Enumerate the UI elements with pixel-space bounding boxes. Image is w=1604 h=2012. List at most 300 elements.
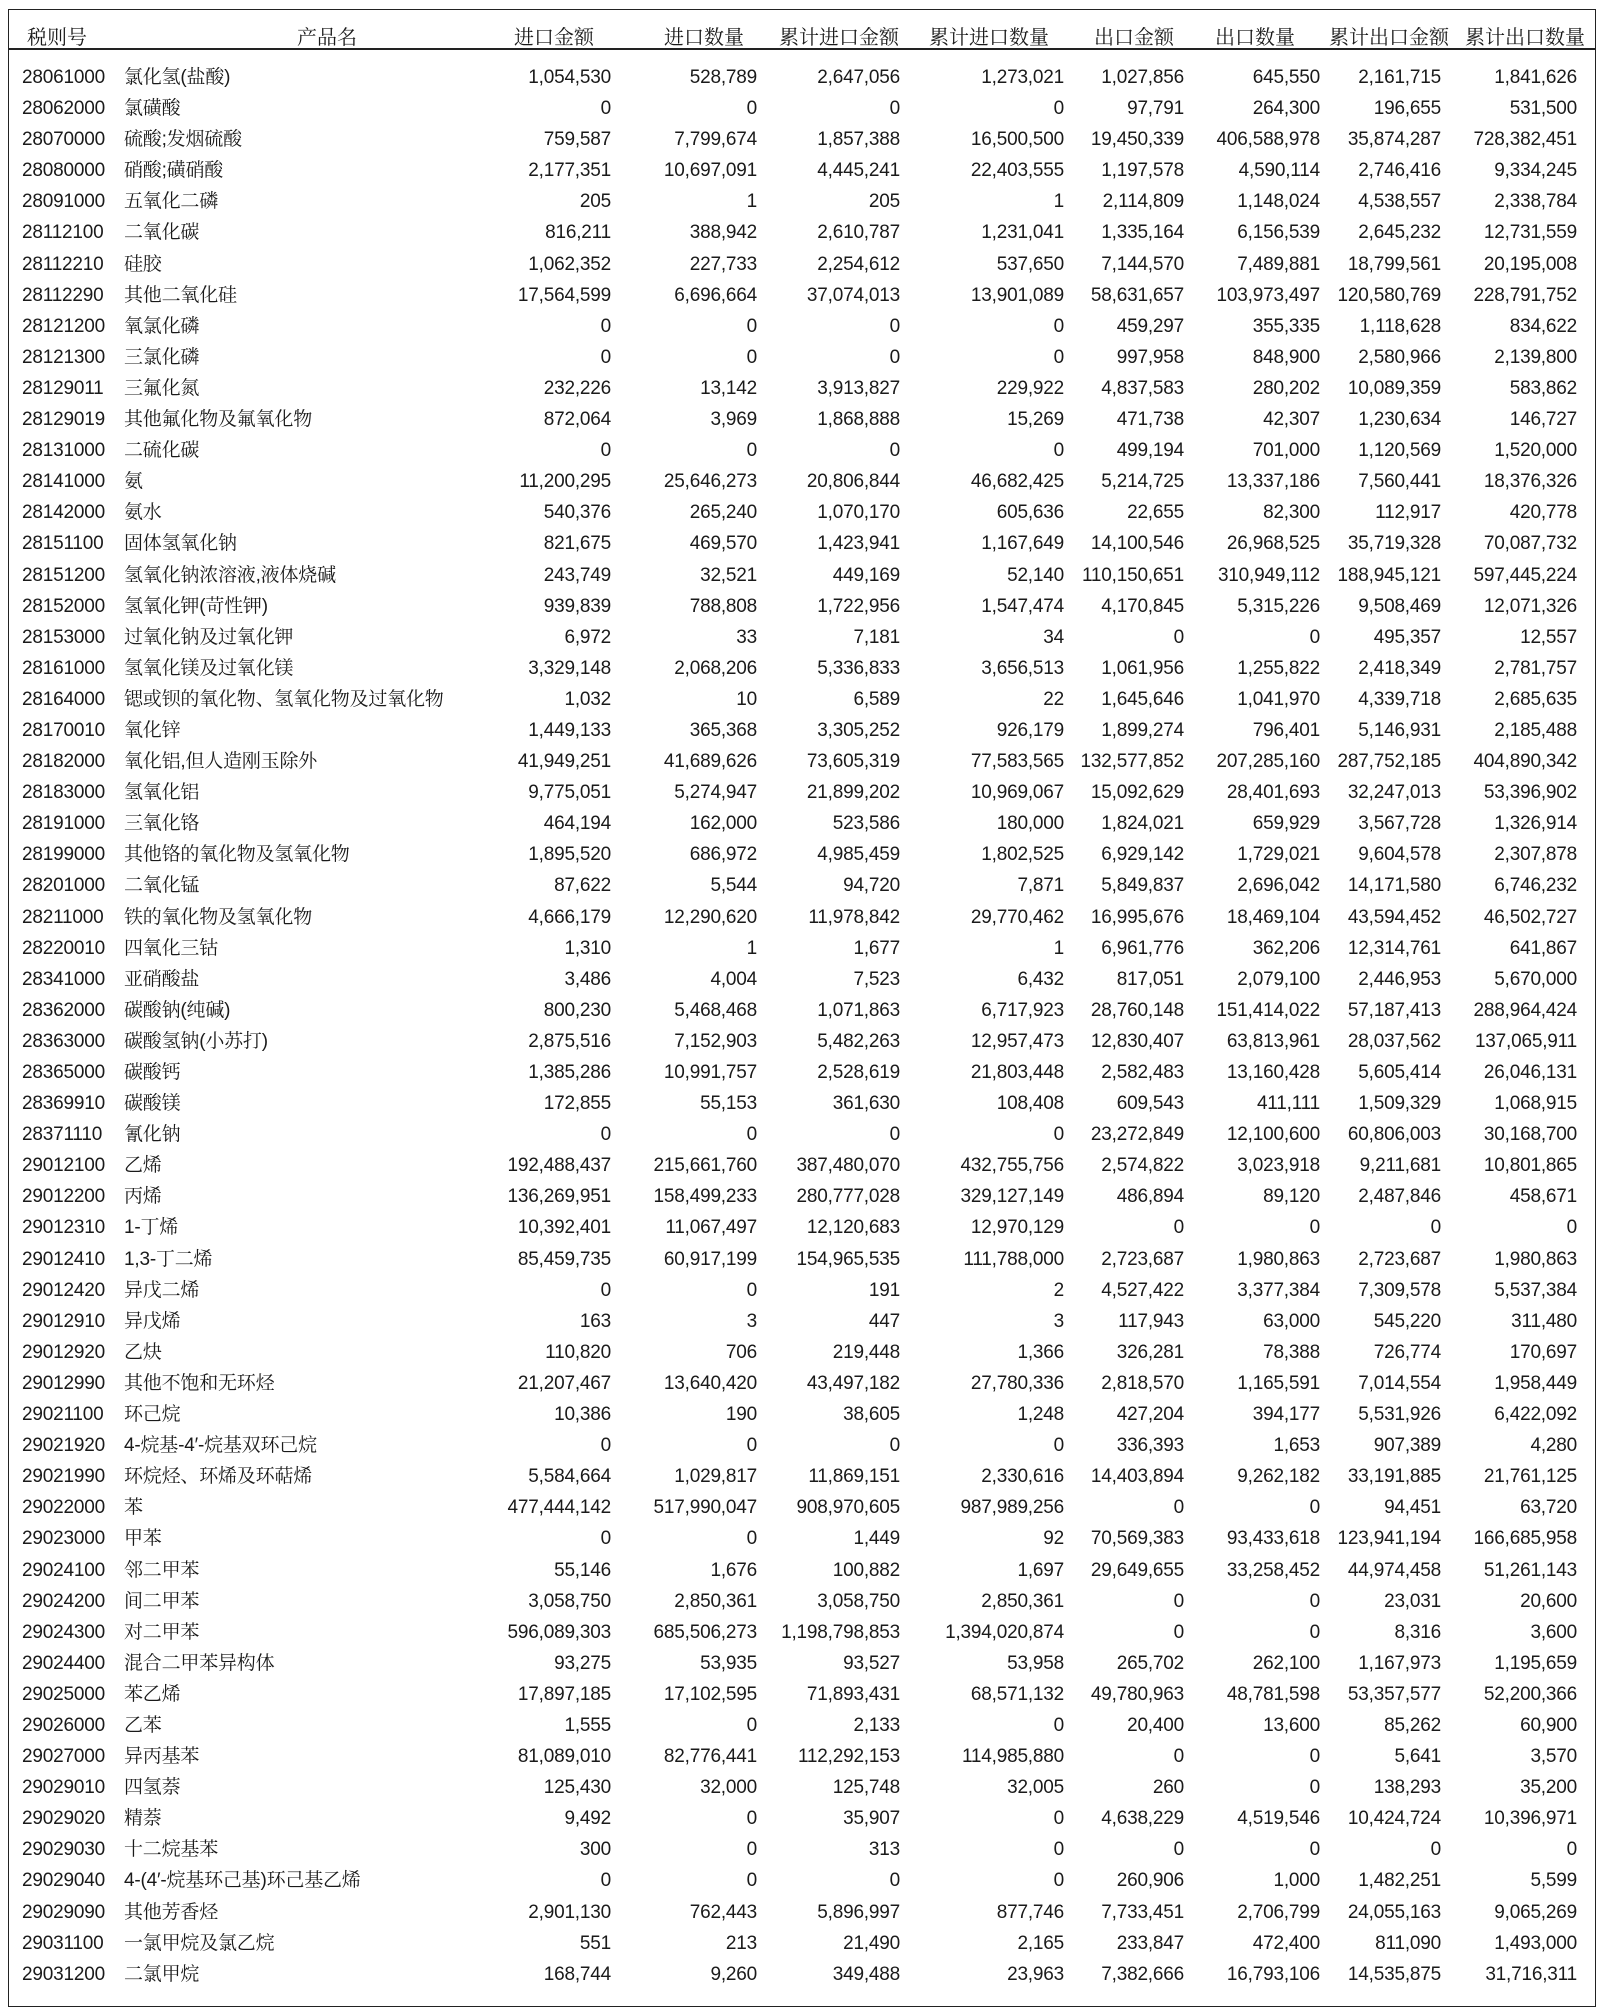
- product-name: 其他铬的氧化物及氢氧化物: [124, 844, 350, 866]
- export-qty-cell: 16,793,106: [1226, 1963, 1320, 1985]
- cum-export-value-cell: 120,580,769: [1337, 284, 1441, 306]
- tariff-code: 28371110: [22, 1124, 103, 1146]
- cum-export-value-cell: 287,752,185: [1337, 751, 1441, 773]
- cum-export-qty-cell: 60,900: [1520, 1714, 1577, 1736]
- cum-export-value-cell: 7,560,441: [1358, 471, 1441, 493]
- cum-import-qty-cell: 52,140: [1007, 564, 1064, 586]
- cum-import-qty-cell: 2,165: [1017, 1932, 1064, 1954]
- tariff-code: 29029030: [22, 1839, 105, 1861]
- import-value-cell: 0: [600, 346, 611, 368]
- export-value-cell: 817,051: [1116, 968, 1184, 990]
- table-row: [9, 405, 1595, 436]
- cum-import-qty-cell: 0: [1053, 315, 1064, 337]
- cum-import-value-cell: 93,527: [843, 1652, 900, 1674]
- import-qty-cell: 227,733: [689, 253, 757, 275]
- cum-import-qty-cell: 13,901,089: [970, 284, 1064, 306]
- import-value-cell: 172,855: [543, 1093, 611, 1115]
- export-qty-cell: 394,177: [1252, 1404, 1320, 1426]
- cum-export-value-cell: 44,974,458: [1347, 1559, 1441, 1581]
- cum-import-qty-cell: 0: [1053, 1808, 1064, 1830]
- product-name: 4-(4′-烷基环己基)环己基乙烯: [124, 1870, 361, 1892]
- export-qty-cell: 1,653: [1273, 1435, 1320, 1457]
- cum-import-value-cell: 361,630: [832, 1093, 900, 1115]
- import-qty-cell: 0: [746, 1870, 757, 1892]
- export-value-cell: 997,958: [1116, 346, 1184, 368]
- cum-import-qty-cell: 77,583,565: [970, 751, 1064, 773]
- export-value-cell: 2,114,809: [1102, 191, 1184, 213]
- product-name: 氧化锌: [124, 719, 181, 741]
- cum-import-value-cell: 0: [889, 98, 900, 120]
- cum-export-value-cell: 138,293: [1373, 1777, 1441, 1799]
- tariff-code: 29029020: [22, 1808, 105, 1830]
- import-value-cell: 87,622: [554, 875, 611, 897]
- import-qty-cell: 13,640,420: [663, 1372, 757, 1394]
- import-qty-cell: 17,102,595: [663, 1683, 757, 1705]
- cum-export-value-cell: 0: [1430, 1839, 1441, 1861]
- cum-export-value-cell: 1,482,251: [1358, 1870, 1441, 1892]
- export-qty-cell: 262,100: [1252, 1652, 1320, 1674]
- cum-import-qty-cell: 180,000: [996, 813, 1064, 835]
- product-name: 碳酸钠(纯碱): [124, 999, 231, 1021]
- import-value-cell: 551: [579, 1932, 611, 1954]
- cum-export-value-cell: 8,316: [1394, 1621, 1441, 1643]
- cum-export-qty-cell: 10,801,865: [1483, 1155, 1577, 1177]
- cum-import-qty-cell: 6,432: [1017, 968, 1064, 990]
- export-qty-cell: 406,588,978: [1216, 129, 1320, 151]
- import-value-cell: 11,200,295: [519, 471, 611, 493]
- export-value-cell: 2,723,687: [1101, 1248, 1184, 1270]
- product-name: 异戊二烯: [124, 1279, 200, 1301]
- cum-import-qty-cell: 0: [1053, 1839, 1064, 1861]
- cum-export-qty-cell: 404,890,342: [1473, 751, 1577, 773]
- cum-export-value-cell: 24,055,163: [1347, 1901, 1441, 1923]
- table-row: [9, 1773, 1595, 1804]
- cum-export-value-cell: 112,917: [1375, 502, 1441, 524]
- column-header: 产品名: [297, 27, 357, 49]
- import-value-cell: 41,949,251: [517, 751, 611, 773]
- tariff-code: 28191000: [22, 813, 105, 835]
- product-name: 氰化钠: [124, 1124, 181, 1146]
- export-qty-cell: 89,120: [1263, 1186, 1320, 1208]
- product-name: 三氧化铬: [124, 813, 200, 835]
- cum-import-qty-cell: 0: [1053, 1124, 1064, 1146]
- export-qty-cell: 13,600: [1263, 1714, 1320, 1736]
- export-value-cell: 1,899,274: [1101, 719, 1184, 741]
- import-qty-cell: 0: [746, 315, 757, 337]
- import-value-cell: 163: [579, 1310, 611, 1332]
- export-qty-cell: 0: [1309, 1621, 1320, 1643]
- tariff-code: 28131000: [22, 440, 105, 462]
- cum-import-qty-cell: 111,788,000: [963, 1248, 1064, 1270]
- table-row: [9, 250, 1595, 281]
- column-header: 累计进口金额: [779, 27, 899, 49]
- cum-import-value-cell: 0: [889, 1435, 900, 1457]
- cum-export-qty-cell: 834,622: [1509, 315, 1577, 337]
- cum-import-value-cell: 447: [868, 1310, 900, 1332]
- table-row: [9, 1245, 1595, 1276]
- cum-import-value-cell: 2,647,056: [817, 67, 900, 88]
- tariff-code: 29012420: [22, 1279, 105, 1301]
- import-qty-cell: 60,917,199: [663, 1248, 757, 1270]
- import-qty-cell: 685,506,273: [653, 1621, 757, 1643]
- product-name: 碳酸钙: [124, 1062, 181, 1083]
- cum-export-value-cell: 5,531,926: [1358, 1404, 1441, 1426]
- import-value-cell: 3,486: [564, 968, 611, 990]
- export-qty-cell: 78,388: [1263, 1341, 1320, 1363]
- import-value-cell: 17,897,185: [517, 1683, 611, 1705]
- export-qty-cell: 28,401,693: [1226, 782, 1320, 804]
- import-qty-cell: 1,676: [710, 1559, 757, 1581]
- cum-import-qty-cell: 1,167,649: [981, 533, 1064, 555]
- cum-export-value-cell: 85,262: [1384, 1714, 1441, 1736]
- cum-import-value-cell: 38,605: [843, 1404, 900, 1426]
- cum-import-qty-cell: 10,969,067: [970, 782, 1064, 804]
- cum-import-value-cell: 1,449: [853, 1528, 900, 1550]
- table-row: [9, 1711, 1595, 1742]
- tariff-code: 29027000: [22, 1746, 105, 1768]
- import-qty-cell: 0: [746, 1279, 757, 1301]
- export-qty-cell: 0: [1309, 1746, 1320, 1768]
- product-name: 乙苯: [124, 1714, 162, 1736]
- product-name: 硝酸;磺硝酸: [124, 160, 224, 182]
- import-qty-cell: 13,142: [700, 377, 757, 399]
- product-name: 四氢萘: [124, 1777, 181, 1799]
- table-row: [9, 1929, 1595, 1960]
- import-value-cell: 0: [600, 1435, 611, 1457]
- export-value-cell: 16,995,676: [1090, 906, 1184, 928]
- import-value-cell: 300: [579, 1839, 611, 1861]
- product-name: 1,3-丁二烯: [124, 1248, 213, 1270]
- cum-import-value-cell: 2,528,619: [817, 1062, 900, 1083]
- export-value-cell: 7,733,451: [1101, 1901, 1184, 1923]
- export-value-cell: 336,393: [1116, 1435, 1184, 1457]
- table-row: [9, 343, 1595, 374]
- export-value-cell: 14,100,546: [1090, 533, 1184, 555]
- cum-export-qty-cell: 1,326,914: [1494, 813, 1577, 835]
- cum-export-qty-cell: 170,697: [1509, 1341, 1577, 1363]
- export-value-cell: 0: [1173, 1497, 1184, 1519]
- cum-import-qty-cell: 3: [1053, 1310, 1064, 1332]
- cum-import-value-cell: 125,748: [832, 1777, 900, 1799]
- import-value-cell: 2,875,516: [528, 1030, 611, 1052]
- tariff-code: 29024400: [22, 1652, 105, 1674]
- product-name: 硫酸;发烟硫酸: [124, 129, 242, 151]
- cum-export-value-cell: 4,538,557: [1358, 191, 1441, 213]
- cum-export-qty-cell: 2,185,488: [1494, 719, 1577, 741]
- export-qty-cell: 1,165,591: [1237, 1372, 1320, 1394]
- import-value-cell: 540,376: [543, 502, 611, 524]
- export-value-cell: 97,791: [1127, 98, 1184, 120]
- cum-export-qty-cell: 1,520,000: [1494, 440, 1577, 462]
- product-name: 四氧化三钴: [124, 937, 219, 959]
- cum-import-qty-cell: 6,717,923: [981, 999, 1064, 1021]
- cum-export-value-cell: 1,509,329: [1358, 1093, 1441, 1115]
- cum-export-qty-cell: 531,500: [1509, 98, 1577, 120]
- import-qty-cell: 788,808: [689, 595, 757, 617]
- table-row: [9, 156, 1595, 187]
- export-value-cell: 15,092,629: [1090, 782, 1184, 804]
- import-value-cell: 0: [600, 315, 611, 337]
- import-qty-cell: 33: [736, 626, 757, 648]
- column-header: 出口金额: [1094, 27, 1174, 49]
- table-row: [9, 1276, 1595, 1307]
- tariff-code: 28365000: [22, 1062, 105, 1083]
- cum-import-value-cell: 73,605,319: [806, 751, 900, 773]
- export-qty-cell: 701,000: [1252, 440, 1320, 462]
- export-value-cell: 58,631,657: [1090, 284, 1184, 306]
- cum-export-qty-cell: 311,480: [1511, 1310, 1577, 1332]
- tariff-code: 29012990: [22, 1372, 105, 1394]
- cum-export-qty-cell: 458,671: [1509, 1186, 1577, 1208]
- cum-import-qty-cell: 329,127,149: [960, 1186, 1064, 1208]
- tariff-code: 29026000: [22, 1714, 105, 1736]
- table-row: [9, 1369, 1595, 1400]
- export-qty-cell: 63,813,961: [1226, 1030, 1320, 1052]
- product-name: 碳酸镁: [124, 1093, 181, 1115]
- import-qty-cell: 53,935: [700, 1652, 757, 1674]
- product-name: 三氯化磷: [124, 346, 200, 368]
- import-value-cell: 0: [600, 1124, 611, 1146]
- cum-export-qty-cell: 1,980,863: [1494, 1248, 1577, 1270]
- cum-export-value-cell: 32,247,013: [1347, 782, 1441, 804]
- product-name: 氯化氢(盐酸): [124, 67, 231, 88]
- import-qty-cell: 706: [725, 1341, 757, 1363]
- tariff-code: 28080000: [22, 160, 105, 182]
- table-header: [9, 10, 1595, 50]
- cum-import-value-cell: 349,488: [832, 1963, 900, 1985]
- export-value-cell: 23,272,849: [1090, 1124, 1184, 1146]
- import-qty-cell: 4,004: [710, 968, 757, 990]
- export-value-cell: 70,569,383: [1090, 1528, 1184, 1550]
- export-qty-cell: 280,202: [1252, 377, 1320, 399]
- import-qty-cell: 55,153: [700, 1093, 757, 1115]
- import-qty-cell: 11,067,497: [665, 1217, 757, 1239]
- cum-export-qty-cell: 5,670,000: [1494, 968, 1577, 990]
- table-row: [9, 467, 1595, 498]
- cum-export-qty-cell: 9,065,269: [1494, 1901, 1577, 1923]
- cum-export-value-cell: 495,357: [1373, 626, 1441, 648]
- export-value-cell: 20,400: [1127, 1714, 1184, 1736]
- import-value-cell: 1,385,286: [528, 1062, 611, 1083]
- import-value-cell: 872,064: [543, 409, 611, 431]
- export-qty-cell: 0: [1309, 1590, 1320, 1612]
- export-qty-cell: 2,706,799: [1237, 1901, 1320, 1923]
- table-row: [9, 1089, 1595, 1120]
- import-value-cell: 477,444,142: [507, 1497, 611, 1519]
- cum-export-value-cell: 5,146,931: [1358, 719, 1441, 741]
- tariff-code: 29021100: [22, 1404, 104, 1426]
- export-value-cell: 486,894: [1116, 1186, 1184, 1208]
- export-value-cell: 1,027,856: [1101, 67, 1184, 88]
- cum-export-value-cell: 14,535,875: [1347, 1963, 1441, 1985]
- cum-export-value-cell: 35,874,287: [1347, 129, 1441, 151]
- table-row: [9, 1680, 1595, 1711]
- table-row: [9, 63, 1595, 94]
- import-value-cell: 243,749: [543, 564, 611, 586]
- export-qty-cell: 26,968,525: [1226, 533, 1320, 555]
- cum-export-value-cell: 14,171,580: [1347, 875, 1441, 897]
- export-value-cell: 0: [1173, 1621, 1184, 1643]
- import-value-cell: 759,587: [543, 129, 611, 151]
- cum-import-value-cell: 2,133: [853, 1714, 900, 1736]
- cum-export-value-cell: 5,605,414: [1358, 1062, 1441, 1083]
- export-value-cell: 5,849,837: [1101, 875, 1184, 897]
- cum-import-value-cell: 100,882: [832, 1559, 900, 1581]
- cum-import-qty-cell: 1: [1053, 937, 1064, 959]
- cum-import-qty-cell: 92: [1043, 1528, 1064, 1550]
- cum-import-value-cell: 43,497,182: [806, 1372, 900, 1394]
- product-name: 氨: [124, 471, 143, 493]
- cum-export-value-cell: 7,309,578: [1358, 1279, 1441, 1301]
- cum-export-qty-cell: 5,599: [1530, 1870, 1577, 1892]
- export-qty-cell: 2,079,100: [1237, 968, 1320, 990]
- product-name: 硅胶: [124, 253, 162, 275]
- export-value-cell: 326,281: [1116, 1341, 1184, 1363]
- import-value-cell: 232,226: [543, 377, 611, 399]
- cum-export-value-cell: 3,567,728: [1358, 813, 1441, 835]
- table-row: [9, 1898, 1595, 1929]
- tariff-code: 28164000: [22, 688, 105, 710]
- import-value-cell: 55,146: [554, 1559, 611, 1581]
- export-value-cell: 6,929,142: [1101, 844, 1184, 866]
- export-qty-cell: 7,489,881: [1237, 253, 1320, 275]
- cum-export-qty-cell: 21,761,125: [1483, 1466, 1577, 1488]
- cum-export-value-cell: 123,941,194: [1337, 1528, 1441, 1550]
- import-value-cell: 10,392,401: [517, 1217, 611, 1239]
- tariff-code: 29022000: [22, 1497, 105, 1519]
- export-value-cell: 427,204: [1116, 1404, 1184, 1426]
- tariff-code: 28091000: [22, 191, 105, 213]
- table-row: [9, 716, 1595, 747]
- tariff-code: 28362000: [22, 999, 105, 1021]
- import-value-cell: 9,775,051: [528, 782, 611, 804]
- cum-import-value-cell: 5,896,997: [817, 1901, 900, 1923]
- cum-import-qty-cell: 46,682,425: [970, 471, 1064, 493]
- cum-import-value-cell: 908,970,605: [796, 1497, 900, 1519]
- export-value-cell: 132,577,852: [1080, 751, 1184, 773]
- cum-import-value-cell: 0: [889, 1124, 900, 1146]
- table-row: [9, 840, 1595, 871]
- import-qty-cell: 12,290,620: [663, 906, 757, 928]
- cum-export-qty-cell: 0: [1566, 1217, 1577, 1239]
- cum-import-qty-cell: 108,408: [996, 1093, 1064, 1115]
- cum-import-value-cell: 5,482,263: [817, 1030, 900, 1052]
- product-name: 对二甲苯: [124, 1621, 200, 1643]
- cum-import-qty-cell: 877,746: [996, 1901, 1064, 1923]
- import-qty-cell: 2,068,206: [674, 657, 757, 679]
- export-value-cell: 117,943: [1118, 1310, 1184, 1332]
- cum-export-qty-cell: 166,685,958: [1473, 1528, 1577, 1550]
- table-row: [9, 1213, 1595, 1244]
- product-name: 甲苯: [124, 1528, 162, 1550]
- cum-export-value-cell: 196,655: [1373, 98, 1441, 120]
- product-name: 三氟化氮: [124, 377, 200, 399]
- import-qty-cell: 9,260: [710, 1963, 757, 1985]
- import-value-cell: 1,895,520: [528, 844, 611, 866]
- product-name: 其他二氧化硅: [124, 284, 237, 306]
- cum-export-value-cell: 43,594,452: [1347, 906, 1441, 928]
- table-row: [9, 1400, 1595, 1431]
- tariff-code: 28142000: [22, 502, 105, 524]
- column-header: 进口金额: [514, 27, 594, 49]
- tariff-code: 28211000: [22, 906, 104, 928]
- product-name: 亚硝酸盐: [124, 968, 200, 990]
- column-header: 累计出口金额: [1329, 27, 1449, 49]
- cum-import-value-cell: 6,589: [853, 688, 900, 710]
- cum-export-qty-cell: 1,493,000: [1494, 1932, 1577, 1954]
- cum-import-qty-cell: 16,500,500: [970, 129, 1064, 151]
- import-value-cell: 10,386: [554, 1404, 611, 1426]
- product-name: 一氯甲烷及氯乙烷: [124, 1932, 275, 1954]
- import-value-cell: 1,054,530: [528, 67, 611, 88]
- cum-export-value-cell: 9,604,578: [1358, 844, 1441, 866]
- table-row: [9, 996, 1595, 1027]
- import-qty-cell: 5,468,468: [674, 999, 757, 1021]
- import-qty-cell: 0: [746, 440, 757, 462]
- cum-export-qty-cell: 52,200,366: [1483, 1683, 1577, 1705]
- export-value-cell: 265,702: [1116, 1652, 1184, 1674]
- cum-export-value-cell: 5,641: [1394, 1746, 1441, 1768]
- export-qty-cell: 4,519,546: [1237, 1808, 1320, 1830]
- table-row: [9, 498, 1595, 529]
- cum-import-qty-cell: 2,330,616: [981, 1466, 1064, 1488]
- import-qty-cell: 1: [746, 937, 757, 959]
- cum-import-value-cell: 3,058,750: [817, 1590, 900, 1612]
- table-row: [9, 1338, 1595, 1369]
- cum-import-value-cell: 35,907: [843, 1808, 900, 1830]
- cum-export-value-cell: 907,389: [1373, 1435, 1441, 1457]
- table-row: [9, 1524, 1595, 1555]
- cum-export-qty-cell: 2,338,784: [1494, 191, 1577, 213]
- import-value-cell: 85,459,735: [517, 1248, 611, 1270]
- cum-export-value-cell: 18,799,561: [1347, 253, 1441, 275]
- column-header: 进口数量: [664, 27, 744, 49]
- import-qty-cell: 7,152,903: [674, 1030, 757, 1052]
- export-qty-cell: 12,100,600: [1226, 1124, 1320, 1146]
- export-qty-cell: 1,148,024: [1237, 191, 1320, 213]
- product-name: 1-丁烯: [124, 1217, 179, 1239]
- import-qty-cell: 0: [746, 1124, 757, 1146]
- cum-export-qty-cell: 5,537,384: [1494, 1279, 1577, 1301]
- product-name: 混合二甲苯异构体: [124, 1652, 275, 1674]
- cum-export-value-cell: 726,774: [1373, 1341, 1441, 1363]
- cum-import-qty-cell: 1,366: [1017, 1341, 1064, 1363]
- cum-export-qty-cell: 12,731,559: [1483, 222, 1577, 244]
- table-row: [9, 1618, 1595, 1649]
- product-name: 环己烷: [124, 1404, 181, 1426]
- cum-export-qty-cell: 51,261,143: [1483, 1559, 1577, 1581]
- cum-import-value-cell: 5,336,833: [817, 657, 900, 679]
- tariff-code: 29012310: [22, 1217, 105, 1239]
- import-qty-cell: 2,850,361: [674, 1590, 757, 1612]
- export-value-cell: 4,170,845: [1101, 595, 1184, 617]
- cum-export-value-cell: 0: [1430, 1217, 1441, 1239]
- cum-import-value-cell: 449,169: [832, 564, 900, 586]
- import-value-cell: 1,310: [564, 937, 611, 959]
- export-value-cell: 471,738: [1116, 409, 1184, 431]
- export-qty-cell: 645,550: [1252, 67, 1320, 88]
- column-header: 累计出口数量: [1465, 27, 1585, 49]
- import-qty-cell: 32,521: [700, 564, 757, 586]
- tariff-code: 28220010: [22, 937, 105, 959]
- cum-export-value-cell: 9,508,469: [1358, 595, 1441, 617]
- export-qty-cell: 4,590,114: [1238, 160, 1320, 182]
- tariff-code: 29024300: [22, 1621, 105, 1643]
- product-name: 其他芳香烃: [124, 1901, 219, 1923]
- table-row: [9, 871, 1595, 902]
- cum-export-qty-cell: 641,867: [1509, 937, 1577, 959]
- cum-import-value-cell: 3,913,827: [817, 377, 900, 399]
